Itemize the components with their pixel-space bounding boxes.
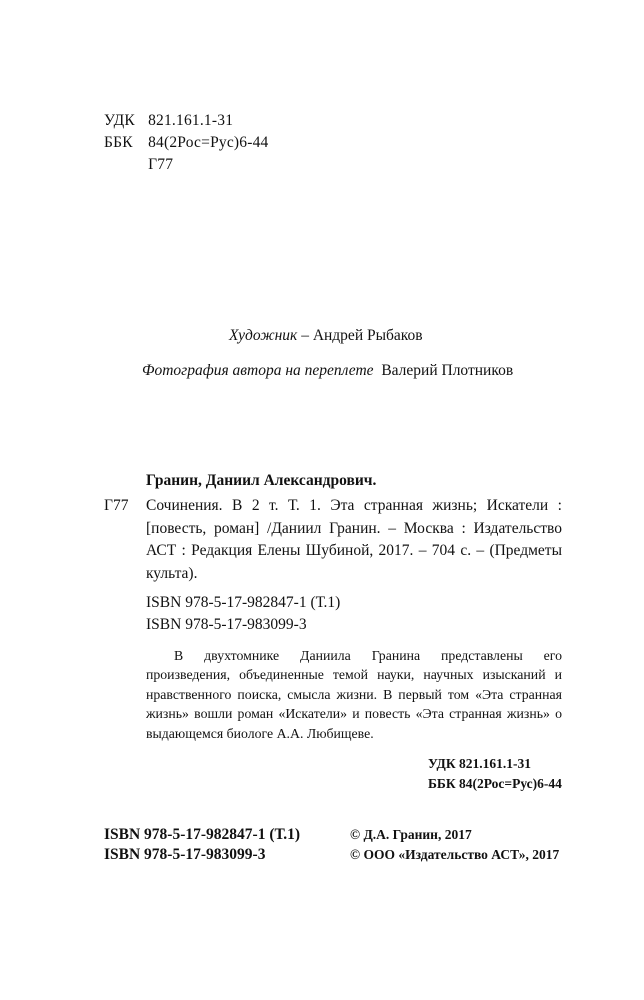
footer-isbn <box>104 825 300 865</box>
artist-dash: – <box>297 327 313 344</box>
bib-isbn-2: ISBN 978-5-17-983099-3 <box>146 616 307 633</box>
copyright-publisher: © ООО «Издательство АСТ», 2017 <box>350 847 560 862</box>
footer-isbn-2: ISBN 978-5-17-983099-3 <box>104 846 266 863</box>
bbk-value: 84(2Рос=Рус)6-44 <box>148 134 269 151</box>
artist-credit <box>229 327 423 345</box>
artist-role: Художник <box>229 327 298 344</box>
bib-mark: Г77 <box>104 497 129 514</box>
bottom-classification <box>428 754 562 793</box>
author-mark: Г77 <box>148 156 174 173</box>
bbk-line <box>104 132 269 154</box>
footer-copyright <box>350 825 559 865</box>
udk-value: 821.161.1-31 <box>148 112 234 129</box>
annotation: В двухтомнике Даниила Гранина представлены его произведения, объединенные темой науки, научных изысканий и нравственного поиска, смысла жизни. В первый том «Эта странная жизнь» вошли роман «Искатели» и повесть «Эта странная жизнь» о выдающемся биологе А.А. Любищеве. <box>146 648 562 741</box>
bottom-bbk: ББК 84(2Рос=Рус)6-44 <box>428 775 562 791</box>
footer-isbn-1: ISBN 978-5-17-982847-1 (Т.1) <box>104 826 301 843</box>
photo-role: Фотография автора на переплете <box>142 362 374 379</box>
artist-name: Андрей Рыбаков <box>312 327 423 344</box>
author-mark-line <box>104 154 269 176</box>
classification-block <box>104 110 269 176</box>
bib-description: Сочинения. В 2 т. Т. 1. Эта странная жизнь; Искатели : [повесть, роман] /Даниил Гранин. – Москва : Издательство АСТ : Редакция Елены Шубиной, 2017. – 704 с. – (Предметы культа). <box>146 497 562 582</box>
copyright-author: © Д.А. Гранин, 2017 <box>350 827 472 842</box>
bib-author: Гранин, Даниил Александрович. <box>146 472 377 489</box>
bottom-udk: УДК 821.161.1-31 <box>428 756 531 771</box>
photo-credit <box>142 362 513 380</box>
bib-isbn-1: ISBN 978-5-17-982847-1 (Т.1) <box>146 594 341 611</box>
udk-label: УДК <box>104 112 135 129</box>
udk-line <box>104 110 269 132</box>
photo-name: Валерий Плотников <box>381 362 514 379</box>
bbk-label: ББК <box>104 134 133 151</box>
